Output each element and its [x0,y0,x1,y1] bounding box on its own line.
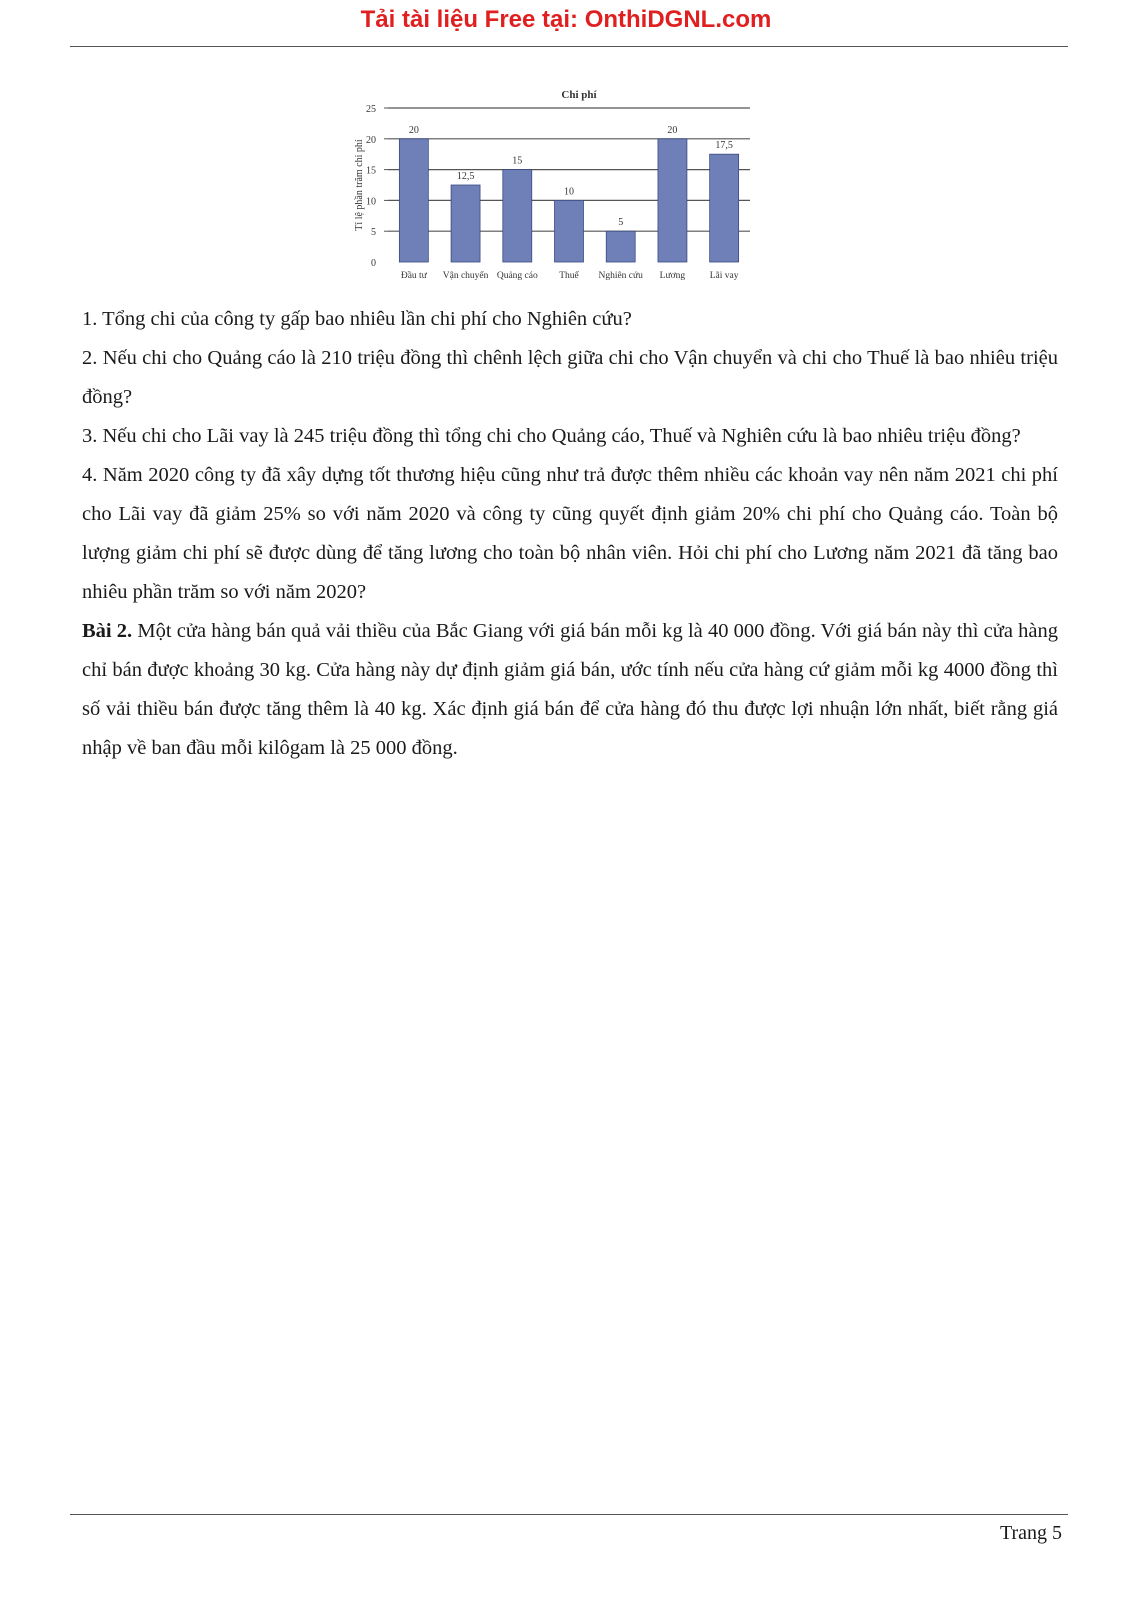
chart-title: Chi phí [561,89,597,101]
bar-value-label: 12,5 [456,171,475,182]
exercise-2-text: Một cửa hàng bán quả vải thiều của Bắc Giang với giá bán mỗi kg là 40 000 đồng. Với giá bán này thì cửa hàng chỉ bán được khoảng 30 kg. Cửa hàng này dự định giảm giá bán, ước tính nếu cửa hàng cứ giảm mỗi kg 4000 đồng thì số vải thiều bán được tăng thêm là 40 kg. Xác định giá bán để cửa hàng đó thu được lợi nhuận lớn nhất, biết rằng giá nhập về ban đầu mỗi kilôgam là 25 000 đồng. [82,620,1058,759]
exercise-2-label: Bài 2. [82,620,133,642]
bar [710,154,739,262]
bar [606,231,635,262]
bar [555,200,584,262]
bar-value-label: 20 [408,124,419,136]
x-tick-label: Lương [659,271,686,281]
x-tick-label: Vận chuyển [442,271,489,281]
site-header: Tải tài liệu Free tại: OnthiDGNL.com [360,6,772,33]
question-3: 3. Nếu chi cho Lãi vay là 245 triệu đồng thì tổng chi cho Quảng cáo, Thuế và Nghiên cứu là bao nhiêu triệu đồng? [82,425,1021,447]
x-tick-label: Đầu tư [400,271,427,281]
chart-svg [346,84,784,290]
y-tick-label: 20 [366,134,376,146]
y-axis-label: Tỉ lệ phần trăm chi phí [354,139,365,231]
bar-chart [346,84,784,290]
y-tick-label: 5 [371,227,376,239]
question-1: 1. Tổng chi của công ty gấp bao nhiêu lần chi phí cho Nghiên cứu? [82,308,632,330]
document-body [82,300,1058,768]
footer-divider [70,1514,1068,1515]
bar-value-label: 15 [512,155,523,167]
bar [503,170,532,262]
bar-value-label: 17,5 [715,140,733,152]
x-tick-label: Lãi vay [709,271,739,281]
bar [399,139,428,262]
x-tick-label: Thuế [559,271,579,281]
bar-value-label: 5 [618,217,624,229]
x-tick-label: Quảng cáo [496,271,538,281]
header-divider [70,46,1068,47]
page-number: Trang 5 [999,1522,1062,1544]
exercise-2 [82,612,1058,768]
question-2: 2. Nếu chi cho Quảng cáo là 210 triệu đồng thì chênh lệch giữa chi cho Vận chuyển và chi cho Thuế là bao nhiêu triệu đồng? [82,347,1058,408]
x-tick-label: Nghiên cứu [598,271,643,281]
bar-value-label: 10 [564,186,574,198]
question-4: 4. Năm 2020 công ty đã xây dựng tốt thương hiệu cũng như trả được thêm nhiều các khoản vay nên năm 2021 chi phí cho Lãi vay đã giảm 25% so với năm 2020 và công ty cũng quyết định giảm 20% chi phí cho Quảng cáo. Toàn bộ lượng giảm chi phí sẽ được dùng để tăng lương cho toàn bộ nhân viên. Hỏi chi phí cho Lương năm 2021 đã tăng bao nhiêu phần trăm so với năm 2020? [82,464,1058,603]
y-tick-label: 25 [366,104,376,115]
bar-value-label: 20 [667,124,678,136]
y-tick-label: 10 [366,196,376,208]
bar [658,139,687,262]
y-tick-label: 15 [366,165,376,177]
bar [451,185,480,262]
y-tick-label: 0 [371,258,376,269]
